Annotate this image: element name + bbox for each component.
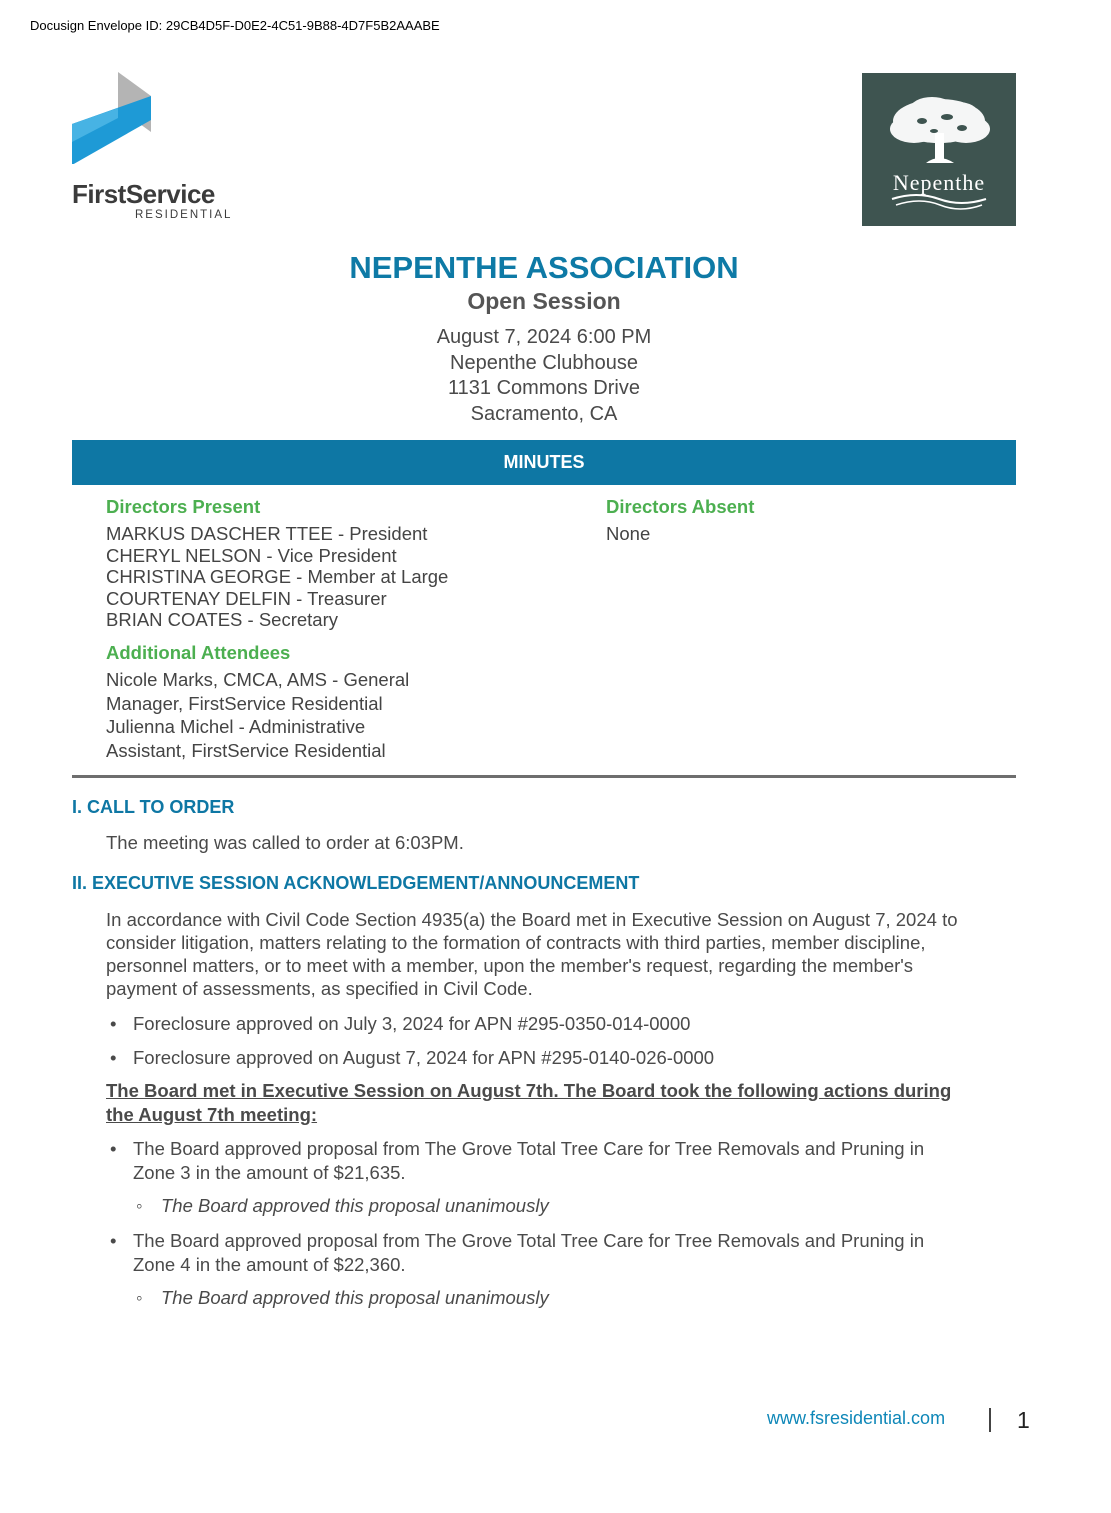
list-item	[110, 1012, 691, 1036]
list-item	[110, 1229, 925, 1276]
directors-present-list	[106, 523, 448, 631]
website-link[interactable]: www.fsresidential.com	[767, 1408, 946, 1428]
list-item: CHRISTINA GEORGE - Member at Large	[106, 566, 449, 587]
directors-absent-list	[606, 523, 650, 545]
action-note: The Board approved this proposal unanimously	[161, 1287, 549, 1308]
page-number: 1	[1017, 1407, 1030, 1433]
meeting-city: Sacramento, CA	[470, 402, 618, 425]
firstservice-name: FirstService	[72, 179, 215, 209]
minutes-banner: MINUTES	[72, 440, 1016, 485]
paragraph-line: personnel matters, or to meet with a member, upon the member's request, regarding the member's	[106, 955, 914, 976]
nepenthe-logo	[862, 73, 1016, 226]
list-item: None	[606, 523, 651, 544]
foreclosure-text: Foreclosure approved on July 3, 2024 for APN #295-0350-014-0000	[133, 1013, 691, 1034]
divider	[72, 775, 1016, 778]
action-line: The Board approved proposal from The Grove Total Tree Care for Tree Removals and Pruning in	[133, 1138, 925, 1159]
paragraph-line: In accordance with Civil Code Section 4935(a) the Board met in Executive Session on August 7, 2024 to	[106, 909, 958, 930]
paragraph-line: payment of assessments, as specified in Civil Code.	[106, 978, 533, 999]
action-line: Zone 4 in the amount of $22,360.	[133, 1253, 406, 1275]
directors-present-heading: Directors Present	[106, 496, 261, 517]
oak-tree-icon	[862, 73, 1016, 226]
list-item: BRIAN COATES - Secretary	[106, 609, 338, 630]
circle-bullet-icon: ◦	[136, 1287, 143, 1308]
meeting-venue: Nepenthe Clubhouse	[450, 351, 638, 374]
firstservice-mark-icon	[72, 72, 152, 164]
directors-absent-heading: Directors Absent	[606, 496, 755, 517]
attendee-line: Assistant, FirstService Residential	[106, 739, 386, 761]
bullet-icon: •	[110, 1013, 117, 1034]
list-item: CHERYL NELSON - Vice President	[106, 544, 397, 566]
additional-attendees-heading: Additional Attendees	[106, 642, 291, 663]
list-item	[110, 1046, 715, 1070]
call-to-order-text: The meeting was called to order at 6:03PM.	[106, 832, 464, 853]
meeting-address: 1131 Commons Drive	[448, 377, 640, 399]
foreclosure-text: Foreclosure approved on August 7, 2024 for APN #295-0140-026-0000	[133, 1047, 715, 1068]
attendee-line: Julienna Michel - Administrative	[106, 716, 366, 737]
attendee-line: Manager, FirstService Residential	[106, 692, 383, 714]
paragraph-line: consider litigation, matters relating to the formation of contracts with third parties, member discipline,	[106, 932, 926, 953]
action-line: Zone 3 in the amount of $21,635.	[133, 1161, 406, 1183]
bullet-icon: •	[110, 1230, 117, 1251]
action-note: The Board approved this proposal unanimously	[161, 1195, 549, 1216]
list-item: MARKUS DASCHER TTEE - President	[106, 523, 428, 544]
bullet-icon: •	[110, 1047, 117, 1068]
footer-divider	[989, 1408, 991, 1432]
action-line: The Board approved proposal from The Grove Total Tree Care for Tree Removals and Pruning in	[133, 1230, 925, 1251]
section-heading-executive-session: II. EXECUTIVE SESSION ACKNOWLEDGEMENT/ANNOUNCEMENT	[72, 873, 640, 893]
list-item	[136, 1194, 549, 1218]
actions-heading-line: the August 7th meeting:	[106, 1104, 318, 1125]
attendee-line: Nicole Marks, CMCA, AMS - General	[106, 669, 410, 690]
meeting-info	[72, 325, 1016, 427]
circle-bullet-icon: ◦	[136, 1195, 143, 1216]
firstservice-sub: RESIDENTIAL	[135, 209, 233, 221]
list-item	[110, 1137, 925, 1184]
firstservice-logo	[72, 72, 232, 232]
actions-heading-line: The Board met in Executive Session on August 7th. The Board took the following actions during	[106, 1080, 952, 1101]
envelope-id: Docusign Envelope ID: 29CB4D5F-D0E2-4C51-9B88-4D7F5B2AAABE	[30, 18, 440, 33]
list-item	[136, 1286, 549, 1310]
nepenthe-wordmark: Nepenthe	[892, 170, 986, 195]
actions-heading	[106, 1079, 951, 1127]
section-heading-call-to-order: I. CALL TO ORDER	[72, 797, 235, 817]
list-item: COURTENAY DELFIN - Treasurer	[106, 587, 387, 609]
bullet-icon: •	[110, 1138, 117, 1159]
executive-paragraph	[106, 908, 958, 1000]
additional-attendees-list	[106, 668, 409, 762]
page-title: NEPENTHE ASSOCIATION	[349, 250, 739, 285]
page-subtitle: Open Session	[467, 288, 621, 314]
meeting-datetime: August 7, 2024 6:00 PM	[436, 326, 652, 348]
